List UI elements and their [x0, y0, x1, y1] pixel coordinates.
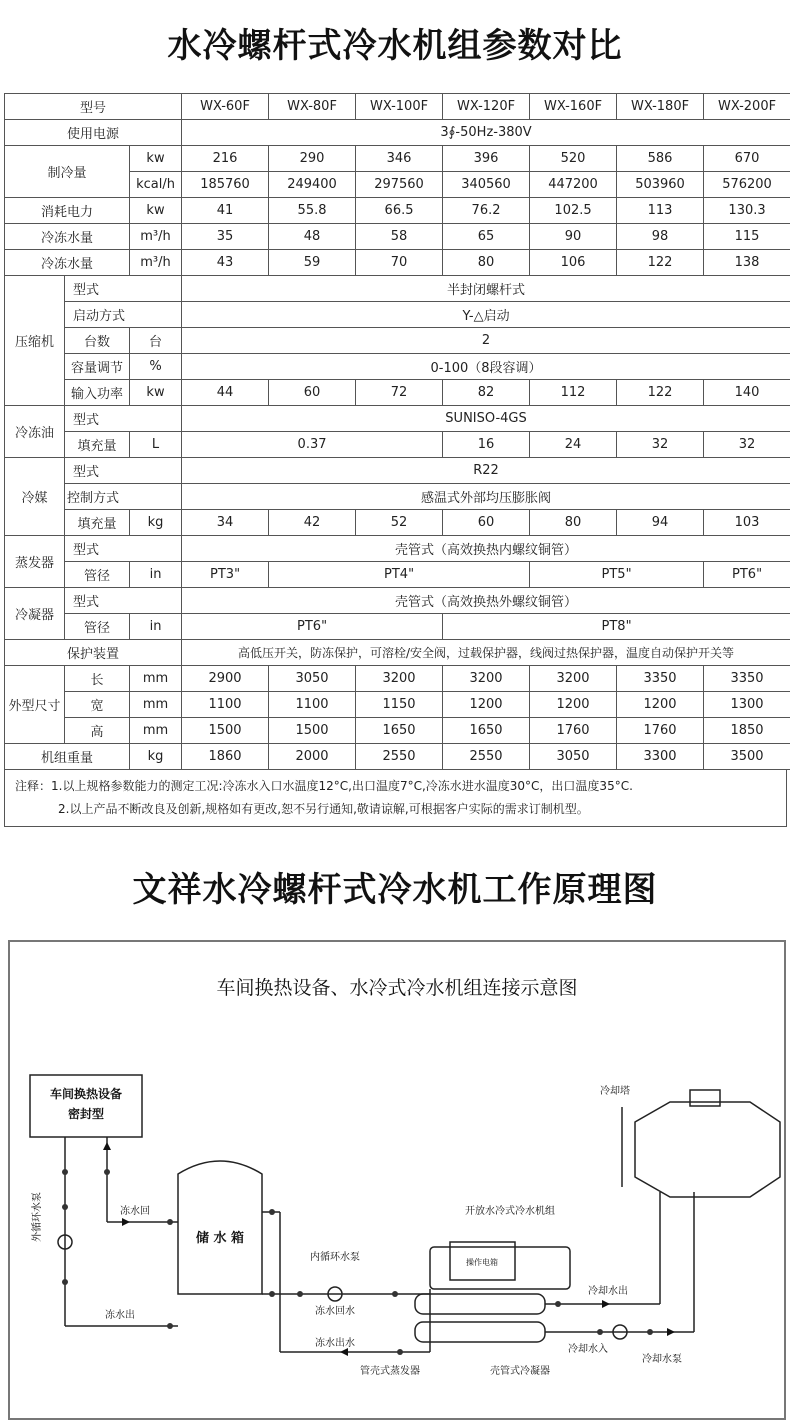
model-cell: WX-180F [617, 94, 704, 120]
value-cell: PT5" [530, 562, 704, 588]
table-row [5, 614, 790, 640]
height-label: 高 [65, 718, 130, 744]
unit-cell: mm [130, 718, 182, 744]
compressor-capacity-label: 容量调节 [65, 354, 130, 380]
chilled-water-label: 冷冻水量 [5, 224, 130, 250]
equipment-box [30, 1075, 142, 1137]
value-cell: 396 [443, 146, 530, 172]
evaporator-label: 蒸发器 [5, 536, 65, 588]
model-cell: WX-80F [269, 94, 356, 120]
cooling-pump-label: 冷却水泵 [642, 1354, 682, 1365]
value-cell: 1850 [704, 718, 790, 744]
value-cell: 82 [443, 380, 530, 406]
unit-cell: m³/h [130, 250, 182, 276]
value-cell: 1200 [617, 692, 704, 718]
condenser-shell [415, 1322, 545, 1342]
cooling-in-label: 冷却水入 [568, 1344, 608, 1355]
note-1: 注释：1.以上规格参数能力的测定工况:冷冻水入口水温度12°C,出口温度7°C,冷冻水进水温度30°C，出口温度35°C. [15, 779, 633, 793]
chiller-top [430, 1247, 570, 1289]
value-cell: 80 [530, 510, 617, 536]
condenser-type-value: 壳管式（高效换热外螺纹铜管） [182, 588, 790, 614]
value-cell: 76.2 [443, 198, 530, 224]
compressor-count-value: 2 [182, 328, 790, 354]
value-cell: 44 [182, 380, 269, 406]
unit-cell: in [130, 614, 182, 640]
tank-label: 储 水 箱 [195, 1231, 245, 1246]
value-cell: 1760 [530, 718, 617, 744]
value-cell: 130.3 [704, 198, 790, 224]
model-cell: WX-60F [182, 94, 269, 120]
value-cell: PT8" [443, 614, 790, 640]
value-cell: 140 [704, 380, 790, 406]
value-cell: PT6" [182, 614, 443, 640]
value-cell: 94 [617, 510, 704, 536]
consumption-label: 消耗电力 [5, 198, 130, 224]
value-cell: 297560 [356, 172, 443, 198]
refrigerant-label: 冷媒 [5, 458, 65, 536]
chilled-return2-label: 冻水回水 [315, 1306, 355, 1317]
ext-pump-label: 外循环水泵 [32, 1192, 43, 1242]
diagram-heading: 车间换热设备、水冷式冷水机组连接示意图 [216, 977, 578, 999]
value-cell: 3350 [617, 666, 704, 692]
tower-fan [690, 1090, 720, 1106]
oil-type-label: 型式 [65, 406, 182, 432]
equipment-sub-label: 密封型 [67, 1107, 105, 1121]
value-cell: 1100 [269, 692, 356, 718]
schematic-diagram [8, 940, 786, 1420]
chilled-water-label: 冷冻水量 [5, 250, 130, 276]
value-cell: 520 [530, 146, 617, 172]
chiller-label: 开放水冷式冷水机组 [465, 1206, 555, 1217]
value-cell: 106 [530, 250, 617, 276]
value-cell: 122 [617, 380, 704, 406]
value-cell: 48 [269, 224, 356, 250]
compressor-type-label: 型式 [65, 276, 182, 302]
value-cell: PT4" [269, 562, 530, 588]
compressor-capacity-value: 0-100（8段容调） [182, 354, 790, 380]
oil-label: 冷冻油 [5, 406, 65, 458]
schematic-svg [10, 942, 784, 1418]
value-cell: PT3" [182, 562, 269, 588]
table-row [5, 562, 790, 588]
value-cell: 1650 [356, 718, 443, 744]
equipment-label: 车间换热设备 [49, 1087, 123, 1101]
compressor-label: 压缩机 [5, 276, 65, 406]
compressor-start-label: 启动方式 [65, 302, 182, 328]
value-cell: 1150 [356, 692, 443, 718]
unit-cell: kw [130, 198, 182, 224]
value-cell: 340560 [443, 172, 530, 198]
value-cell: 58 [356, 224, 443, 250]
table-row [5, 328, 790, 354]
value-cell: 503960 [617, 172, 704, 198]
compressor-start-value: Y-△启动 [182, 302, 790, 328]
unit-cell: in [130, 562, 182, 588]
table-row [5, 198, 790, 224]
unit-cell: kw [130, 146, 182, 172]
evaporator-shell [415, 1294, 545, 1314]
compressor-type-value: 半封闭螺杆式 [182, 276, 790, 302]
value-cell: 80 [443, 250, 530, 276]
value-cell: 1860 [182, 744, 269, 770]
value-cell: 3050 [269, 666, 356, 692]
unit-cell: m³/h [130, 224, 182, 250]
page-title: 水冷螺杆式冷水机组参数对比 [167, 26, 623, 66]
value-cell: 1500 [182, 718, 269, 744]
table-row [5, 458, 790, 484]
protection-value: 高低压开关，防冻保护，可溶栓/安全阀，过载保护器，线阀过热保护器，温度自动保护开关等 [182, 640, 790, 666]
value-cell: 72 [356, 380, 443, 406]
unit-cell: mm [130, 692, 182, 718]
value-cell: 115 [704, 224, 790, 250]
table-row [5, 146, 790, 172]
power-value: 3∮-50Hz-380V [182, 120, 790, 146]
value-cell: 70 [356, 250, 443, 276]
value-cell: 41 [182, 198, 269, 224]
value-cell: 1650 [443, 718, 530, 744]
value-cell: 586 [617, 146, 704, 172]
oil-fill-label: 填充量 [65, 432, 130, 458]
model-cell: WX-160F [530, 94, 617, 120]
table-row [5, 276, 790, 302]
unit-cell: L [130, 432, 182, 458]
table-row [5, 250, 790, 276]
value-cell: 102.5 [530, 198, 617, 224]
panel-label: 操作电箱 [466, 1258, 498, 1267]
value-cell: 670 [704, 146, 790, 172]
value-cell: 346 [356, 146, 443, 172]
value-cell: 32 [704, 432, 790, 458]
value-cell: 3200 [356, 666, 443, 692]
value-cell: 24 [530, 432, 617, 458]
spec-table [4, 93, 790, 770]
refrigerant-type-label: 型式 [65, 458, 182, 484]
value-cell: 3200 [530, 666, 617, 692]
refrigerant-type-value: R22 [182, 458, 790, 484]
value-cell: 1760 [617, 718, 704, 744]
unit-cell: kw [130, 380, 182, 406]
storage-tank [178, 1161, 262, 1294]
value-cell: 43 [182, 250, 269, 276]
value-cell: 34 [182, 510, 269, 536]
evaporator-type-value: 壳管式（高效换热内螺纹铜管） [182, 536, 790, 562]
value-cell: 59 [269, 250, 356, 276]
table-row [5, 692, 790, 718]
value-cell: 2550 [356, 744, 443, 770]
value-cell: 42 [269, 510, 356, 536]
value-cell: 1200 [530, 692, 617, 718]
oil-type-value: SUNISO-4GS [182, 406, 790, 432]
value-cell: 2550 [443, 744, 530, 770]
value-cell: 52 [356, 510, 443, 536]
value-cell: 3350 [704, 666, 790, 692]
refrigerant-fill-label: 填充量 [65, 510, 130, 536]
cooling-tower [635, 1102, 780, 1197]
evaporator-type-label: 型式 [65, 536, 182, 562]
evaporator-label: 管壳式蒸发器 [360, 1366, 420, 1377]
table-row [5, 588, 790, 614]
value-cell: 90 [530, 224, 617, 250]
model-cell: WX-200F [704, 94, 790, 120]
value-cell: 2000 [269, 744, 356, 770]
value-cell: 2900 [182, 666, 269, 692]
condenser-pipe-label: 管径 [65, 614, 130, 640]
cooling-out-label: 冷却水出 [588, 1286, 628, 1297]
weight-label: 机组重量 [5, 744, 130, 770]
chilled-out-label: 冻水出 [105, 1310, 135, 1321]
value-cell: 249400 [269, 172, 356, 198]
value-cell: 1300 [704, 692, 790, 718]
dimensions-label: 外型尺寸 [5, 666, 65, 744]
condenser-label: 壳管式冷凝器 [490, 1366, 550, 1377]
table-row [5, 432, 790, 458]
table-row [5, 744, 790, 770]
value-cell: 98 [617, 224, 704, 250]
value-cell: 35 [182, 224, 269, 250]
value-cell: 66.5 [356, 198, 443, 224]
value-cell: 3300 [617, 744, 704, 770]
condenser-label: 冷凝器 [5, 588, 65, 640]
table-header-row [5, 94, 790, 120]
diagram-title: 文祥水冷螺杆式冷水机工作原理图 [132, 870, 658, 910]
value-cell: 55.8 [269, 198, 356, 224]
model-label: 型号 [5, 94, 182, 120]
width-label: 宽 [65, 692, 130, 718]
value-cell: 3500 [704, 744, 790, 770]
table-row [5, 224, 790, 250]
length-label: 长 [65, 666, 130, 692]
table-row [5, 640, 790, 666]
table-row [5, 718, 790, 744]
value-cell: 32 [617, 432, 704, 458]
value-cell: 103 [704, 510, 790, 536]
evaporator-pipe-label: 管径 [65, 562, 130, 588]
note-2: 2.以上产品不断改良及创新,规格如有更改,恕不另行通知,敬请谅解,可根据客户实际的需求订制机型。 [58, 802, 589, 816]
table-row [5, 406, 790, 432]
table-row [5, 536, 790, 562]
table-row [5, 510, 790, 536]
value-cell: 3050 [530, 744, 617, 770]
unit-cell: 台 [130, 328, 182, 354]
refrigerant-control-value: 感温式外部均压膨胀阀 [182, 484, 790, 510]
compressor-input-label: 输入功率 [65, 380, 130, 406]
value-cell: 0.37 [182, 432, 443, 458]
notes-box [4, 769, 787, 827]
value-cell: 576200 [704, 172, 790, 198]
chilled-out2-label: 冻水出水 [315, 1338, 355, 1349]
value-cell: 60 [443, 510, 530, 536]
value-cell: 1500 [269, 718, 356, 744]
value-cell: 113 [617, 198, 704, 224]
power-label: 使用电源 [5, 120, 182, 146]
value-cell: PT6" [704, 562, 790, 588]
inner-pump-label: 内循环水泵 [310, 1252, 360, 1263]
unit-cell: kcal/h [130, 172, 182, 198]
value-cell: 216 [182, 146, 269, 172]
table-row [5, 380, 790, 406]
value-cell: 122 [617, 250, 704, 276]
value-cell: 60 [269, 380, 356, 406]
compressor-count-label: 台数 [65, 328, 130, 354]
protection-label: 保护装置 [5, 640, 182, 666]
value-cell: 112 [530, 380, 617, 406]
value-cell: 65 [443, 224, 530, 250]
tower-label: 冷却塔 [600, 1086, 630, 1097]
value-cell: 1200 [443, 692, 530, 718]
value-cell: 447200 [530, 172, 617, 198]
unit-cell: mm [130, 666, 182, 692]
table-row [5, 484, 790, 510]
table-row [5, 354, 790, 380]
value-cell: 138 [704, 250, 790, 276]
model-cell: WX-100F [356, 94, 443, 120]
value-cell: 290 [269, 146, 356, 172]
unit-cell: % [130, 354, 182, 380]
value-cell: 185760 [182, 172, 269, 198]
table-row [5, 666, 790, 692]
value-cell: 1100 [182, 692, 269, 718]
condenser-type-label: 型式 [65, 588, 182, 614]
value-cell: 3200 [443, 666, 530, 692]
value-cell: 16 [443, 432, 530, 458]
table-row [5, 302, 790, 328]
model-cell: WX-120F [443, 94, 530, 120]
chilled-return-label: 冻水回 [120, 1206, 150, 1217]
cooling-label: 制冷量 [5, 146, 130, 198]
unit-cell: kg [130, 744, 182, 770]
refrigerant-control-label: 控制方式 [65, 484, 182, 510]
table-row [5, 120, 790, 146]
unit-cell: kg [130, 510, 182, 536]
